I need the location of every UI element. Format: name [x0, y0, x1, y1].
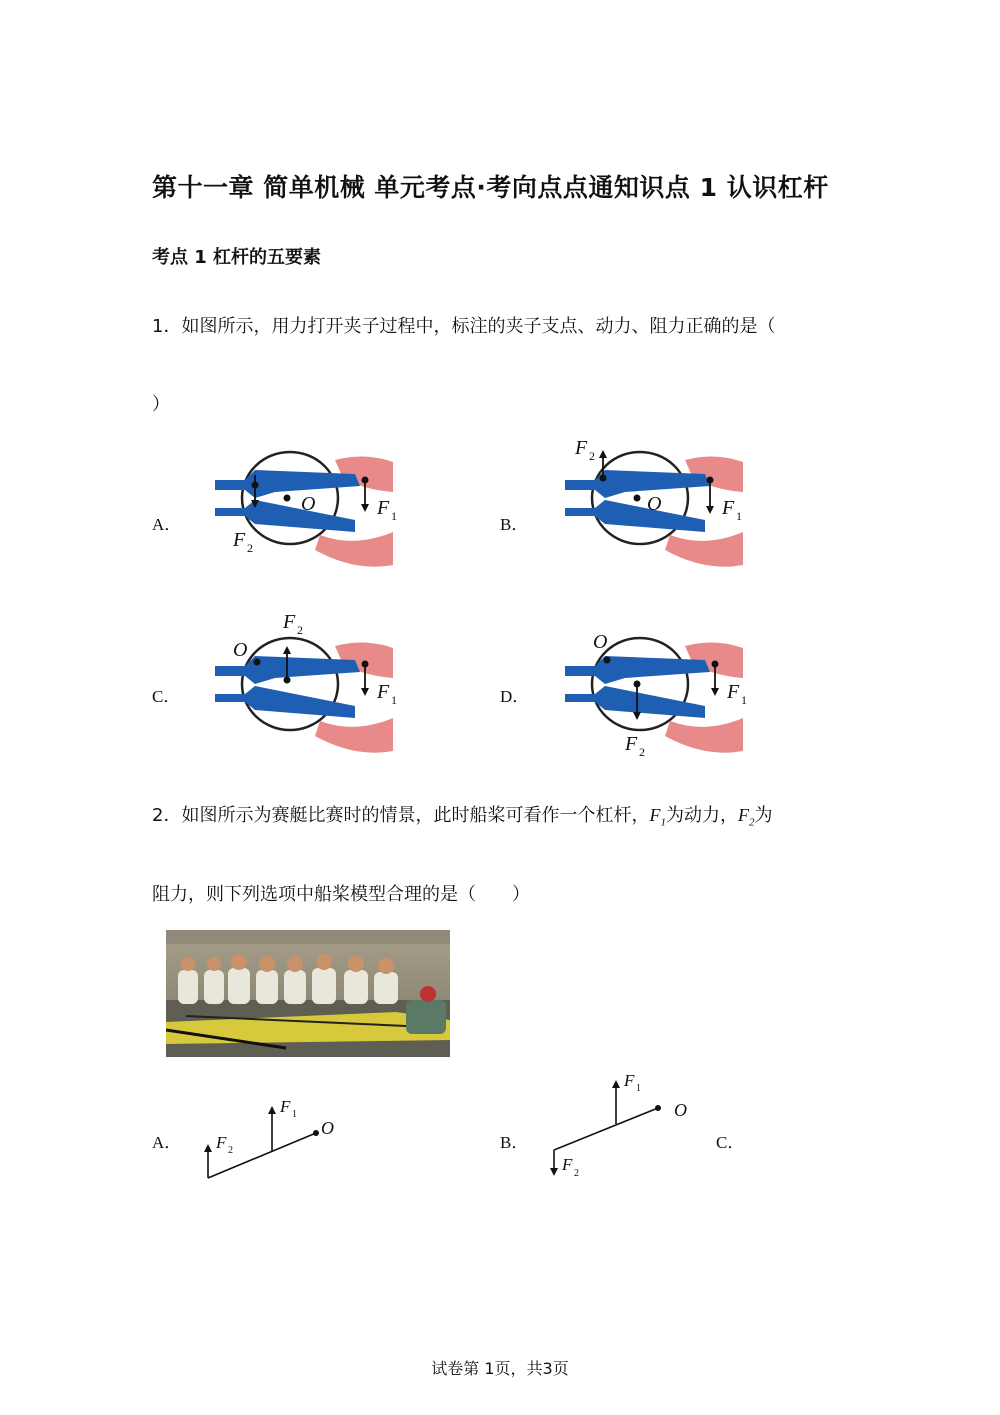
page-footer: 试卷第 1页，共3页 [431, 1359, 569, 1378]
q1-option-a-figure [205, 440, 405, 575]
label-F1: F [377, 497, 390, 519]
svg-text:O: O [321, 1118, 334, 1138]
svg-text:2: 2 [297, 623, 303, 637]
q1-option-a-label[interactable]: A． [152, 515, 182, 534]
q2-option-a-label[interactable]: A． [152, 1133, 182, 1152]
question-1-text-cont: ） [152, 394, 170, 415]
svg-text:2: 2 [247, 541, 253, 555]
svg-text:F: F [377, 681, 390, 703]
q1-option-b-label[interactable]: B． [500, 515, 529, 534]
svg-text:1: 1 [736, 509, 742, 523]
q1-option-c-figure [205, 606, 405, 756]
q2-option-c-label[interactable]: C． [716, 1133, 745, 1152]
svg-text:F: F [727, 681, 740, 703]
rowing-photo [166, 930, 450, 1057]
svg-text:F: F [216, 1133, 227, 1152]
svg-text:1: 1 [391, 693, 397, 707]
question-1-text: 1．如图所示，用力打开夹子过程中，标注的夹子支点、动力、阻力正确的是（ [152, 316, 776, 337]
svg-text:1: 1 [292, 1109, 297, 1120]
svg-text:2: 2 [574, 1168, 579, 1179]
page-title: 第十一章 简单机械 单元考点·考向点点通知识点 1 认识杠杆 [152, 173, 829, 202]
svg-text:1: 1 [391, 509, 397, 523]
svg-text:F: F [722, 497, 735, 519]
q2-option-b-diagram [546, 1068, 696, 1183]
svg-text:O: O [233, 639, 248, 661]
svg-text:2: 2 [228, 1145, 233, 1156]
svg-text:F: F [625, 733, 638, 755]
svg-text:O: O [593, 631, 608, 653]
q1-option-c-label[interactable]: C． [152, 687, 181, 706]
svg-text:F: F [562, 1155, 573, 1174]
svg-text:F: F [280, 1097, 291, 1116]
svg-text:F: F [283, 611, 296, 633]
svg-text:1: 1 [741, 693, 747, 707]
svg-text:2: 2 [639, 745, 645, 759]
label-F2: F [233, 529, 246, 551]
svg-text:O: O [647, 493, 662, 515]
svg-text:2: 2 [589, 449, 595, 463]
q1-option-d-label[interactable]: D． [500, 687, 530, 706]
finger-bottom [315, 532, 393, 567]
svg-text:F: F [624, 1071, 635, 1090]
clip-lower-jaw [215, 500, 355, 532]
q1-option-b-figure [555, 432, 755, 572]
q2-option-a-diagram [196, 1090, 346, 1185]
section-heading: 考点 1 杠杆的五要素 [152, 247, 322, 268]
label-O: O [301, 493, 316, 515]
q2-option-b-label[interactable]: B． [500, 1133, 529, 1152]
svg-text:1: 1 [636, 1083, 641, 1094]
svg-text:O: O [674, 1100, 687, 1120]
svg-text:F: F [575, 437, 588, 459]
question-2-text-cont: 阻力，则下列选项中船桨模型合理的是（ ） [152, 884, 530, 905]
question-2-text: 2．如图所示为赛艇比赛时的情景，此时船桨可看作一个杠杆，$F_1$为动力，$F_2$为 [152, 805, 773, 829]
q1-option-d-figure [555, 626, 755, 761]
